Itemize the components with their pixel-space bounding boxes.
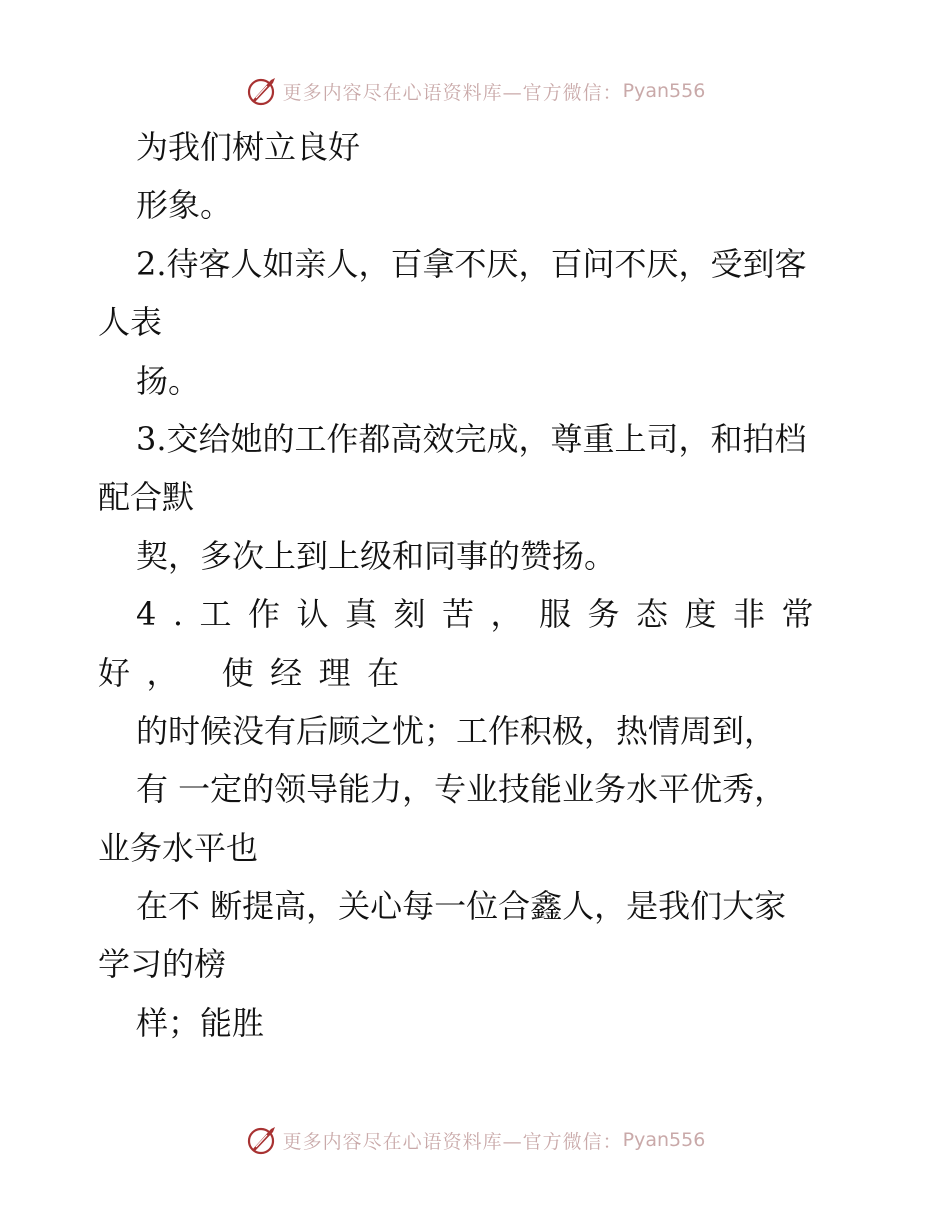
text-line: 在不 断提高，关心每一位合鑫人，是我们大家: [136, 887, 787, 926]
watermark-text: 更多内容尽在心语资料库—官方微信：: [282, 1130, 623, 1153]
text-line: 配合默: [98, 478, 195, 517]
watermark-wechat-id: Pyan556: [622, 1129, 706, 1151]
text-line: 学习的榜: [98, 945, 227, 984]
text-line: 4.工作认真刻苦，服务态度非常: [136, 595, 831, 634]
header-watermark: [0, 71, 950, 111]
text-line: 业务水平也: [98, 828, 259, 867]
footer-watermark: [0, 1120, 950, 1160]
text-line: 的时候没有后顾之忧；工作积极，热情周到，: [136, 711, 777, 750]
quill-pen-logo-icon: [245, 1123, 279, 1157]
text-line: 2.待客人如亲人，百拿不厌，百问不厌，受到客: [136, 244, 807, 283]
text-line: 人表: [98, 303, 163, 342]
text-line: 为我们树立良好: [136, 128, 361, 166]
text-line: 样；能胜: [136, 1003, 265, 1042]
document-body: [98, 118, 858, 1052]
quill-pen-logo-icon: [245, 74, 279, 108]
text-line: 有 一定的领导能力，专业技能业务水平优秀，: [136, 770, 787, 809]
text-line: 好， 使经理在: [98, 653, 416, 692]
watermark-wechat-id: Pyan556: [622, 80, 706, 102]
text-line: 3.交给她的工作都高效完成，尊重上司，和拍档: [136, 419, 807, 458]
text-line: 扬。: [136, 361, 201, 400]
watermark-text: 更多内容尽在心语资料库—官方微信：: [282, 81, 623, 104]
text-line: 契，多次上到上级和同事的赞扬。: [136, 536, 617, 575]
text-line: 形象。: [136, 186, 233, 225]
